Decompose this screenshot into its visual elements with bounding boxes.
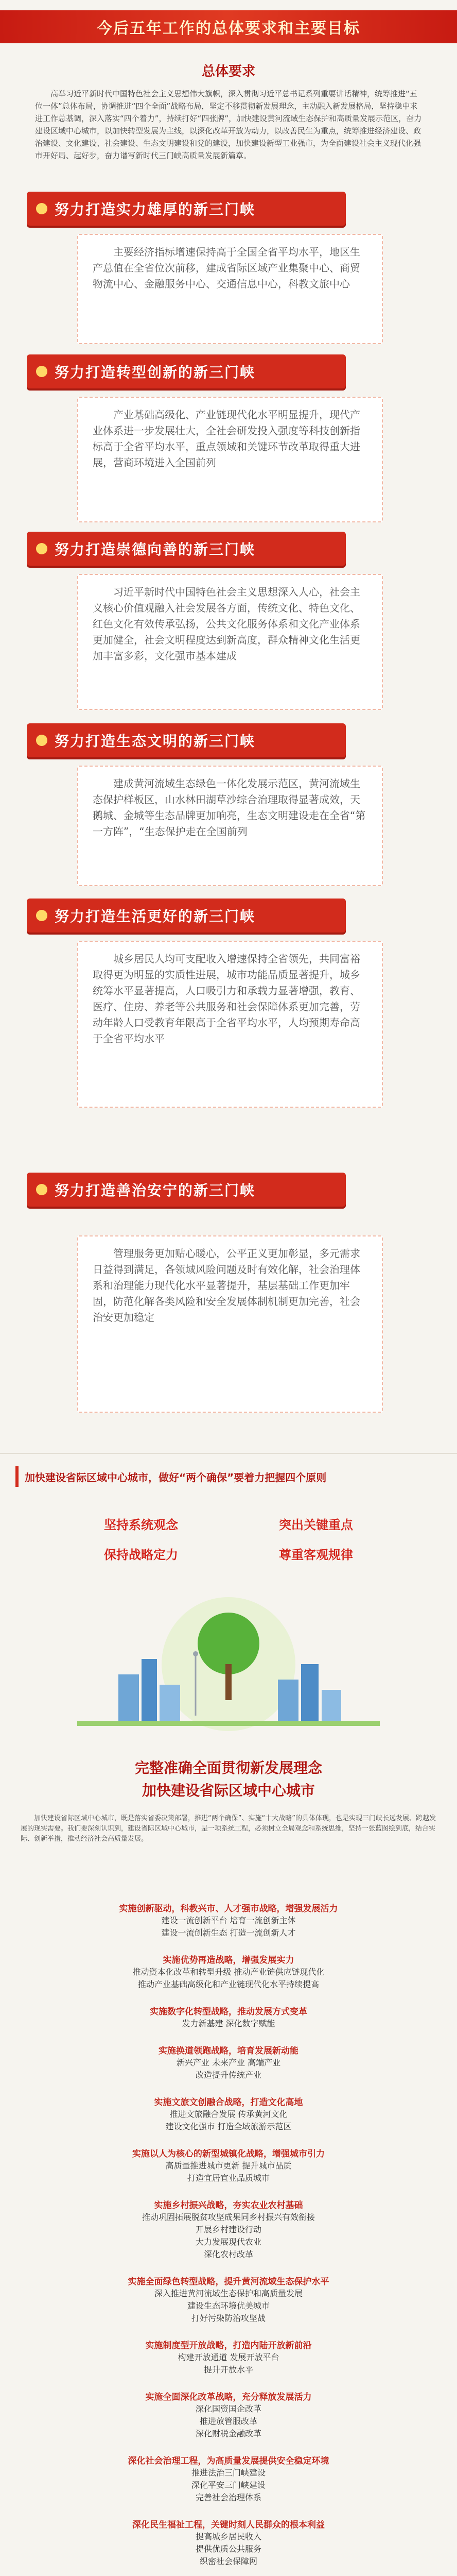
measure-line: 大力发展现代农业 [195,2237,261,2247]
measure-title: 深化民生福祉工程，关键时刻人民群众的根本利益 [132,2520,325,2530]
measure-line: 打造宜居宜业品质城市 [187,2173,270,2183]
measure-line: 打好污染防治攻坚战 [191,2313,266,2323]
goal-card-3 [77,574,383,710]
goal-card-4 [77,766,383,886]
principle-4: 尊重客观规律 [279,1548,353,1562]
goal-ribbon-2 [27,354,346,388]
goal-text: 主要经济指标增速保持高于全国全省平均水平，地区生产总值在全省位次前移，建成省际区域产业集聚中心、商贸物流中心、金融服务中心、交通信息中心，科教文旅中心 [93,246,360,290]
measure-title: 实施以人为核心的新型城镇化战略，增强城市引力 [132,2149,325,2159]
measure-title: 实施制度型开放战略，打造内陆开放新前沿 [145,2341,312,2351]
measure-line: 建设一流创新生态 打造一流创新人才 [161,1928,296,1938]
goal-ribbon-6 [27,1173,346,1207]
goal-text: 产业基础高级化、产业链现代化水平明显提升，现代产业体系进一步发展壮大，全社会研发投入强度等科技创新指标高于全省平均水平，重点领域和关键环节改革取得重大进展，营商环境进入全国前列 [93,409,360,469]
overview-heading: 总体要求 [201,64,255,79]
measure-line: 推动产业基础高级化和产业链现代化水平持续提高 [137,1979,319,1989]
city-illustration [0,1587,457,1741]
star-icon [36,203,47,214]
star-icon [36,543,47,554]
star-icon [36,1184,47,1195]
measure-line: 完善社会治理体系 [195,2493,261,2502]
measure-line: 推进法治三门峡建设 [191,2468,266,2478]
goal-title: 努力打造崇德向善的新三门峡 [55,541,256,558]
measure-line: 建设文化强市 打造全域旅游示范区 [165,2122,292,2131]
star-icon [36,366,47,377]
measure-line: 构建开放通道 发展开放平台 [178,2352,279,2362]
star-icon [36,910,47,921]
intro-paragraph: 加快建设省际区域中心城市，既是落实省委决策部署，推进“两个确保”、实施“十大战略”的具体体现，也是实现三门峡长远发展、跨越发展的现实需要。我们要深刻认识到，建设省际区域中心城市，是一项系统工程，必须树立全局观念和系统思维，坚持一张蓝图绘到底，结合实际、创新举措，推动经济社会高质量发展。 [21,1815,436,1843]
goal-card-2 [77,397,383,522]
measure-title: 实施全面深化改革战略，充分释放发展活力 [145,2392,312,2402]
banner-title: 今后五年工作的总体要求和主要目标 [97,20,360,38]
goal-title: 努力打造善治安宁的新三门峡 [55,1182,256,1199]
measure-title: 实施数字化转型战略，推动发展方式变革 [150,2007,307,2017]
measure-line: 新兴产业 未来产业 高端产业 [176,2058,281,2067]
measure-line: 提升开放水平 [203,2365,253,2375]
strip-title: 加快建设省际区域中心城市，做好“两个确保”要着力把握四个原则 [25,1471,327,1484]
grass-ground [77,1721,380,1726]
measure-line: 推进放管服改革 [199,2416,257,2426]
goal-text: 习近平新时代中国特色社会主义思想深入人心，社会主义核心价值观融入社会发展各方面，传统文化、特色文化、红色文化有效传承弘扬，公共文化服务体系和文化产业体系更加健全，社会文明程度达到新高度，群众精神文化生活更加丰富多彩，文化强市基本建成 [93,586,360,662]
measure-line: 提高城乡居民收入 [195,2532,261,2541]
goal-ribbon-1 [27,192,346,226]
measure-line: 发力新基建 深化数字赋能 [182,2019,275,2028]
goal-title: 努力打造生活更好的新三门峡 [55,908,256,925]
measure-title: 实施换道领跑战略，培育发展新动能 [159,2046,298,2056]
divider [0,1453,457,1454]
goal-title: 努力打造转型创新的新三门峡 [55,364,256,381]
goal-ribbon-5 [27,899,346,933]
goal-card-6 [77,1235,383,1413]
goal-text: 城乡居民人均可支配收入增速保持全省领先，共同富裕取得更为明显的实质性进展，城市功能品质显著提升，城乡统筹水平显著提高，人口吸引力和承载力显著增强，教育、医疗、住房、养老等公共服务和社会保障体系更加完善，劳动年龄人口受教育年限高于全省平均水平，人均预期寿命高于全省平均水平 [93,953,360,1045]
measure-line: 建设生态环境优美城市 [187,2301,270,2311]
measure-line: 改造提升传统产业 [195,2070,261,2080]
goal-ribbon-3 [27,532,346,566]
goal-card-5 [77,941,383,1108]
measure-title: 实施创新驱动，科教兴市、人才强市战略，增强发展活力 [119,1904,338,1914]
measure-line: 深化农村改革 [203,2249,253,2259]
principles-strip [15,1466,437,1487]
measure-title: 实施文旅文创融合战略，打造文化高地 [154,2097,303,2108]
measure-title: 实施全面绿色转型战略，提升黄河流域生态保护水平 [128,2277,329,2287]
measure-line: 开展乡村建设行动 [195,2225,261,2234]
star-icon [36,735,47,746]
measure-title: 实施乡村振兴战略，夯实农业农村基础 [154,2200,303,2211]
goal-card-1 [77,234,383,344]
principle-2: 突出关键重点 [279,1518,353,1532]
goal-title: 努力打造实力雄厚的新三门峡 [55,201,256,218]
goal-text: 管理服务更加贴心暖心，公平正义更加彰显，多元需求日益得到满足，各领域风险问题及时有效化解，社会治理体系和治理能力现代化水平显著提升，基层基础工作更加牢固，防范化解各类风险和安全发展体制机制更加完善，社会治安更加稳定 [93,1247,360,1324]
goal-text: 建成黄河流域生态绿色一体化发展示范区，黄河流域生态保护样板区，山水林田湖草沙综合治理取得显著成效，天鹅城、金城等生态品牌更加响亮，生态文明建设走在全省“第一方阵”，“生态保护走在全国前列 [93,777,366,838]
measure-line: 推进文旅融合发展 传承黄河文化 [169,2109,288,2119]
big-title-1: 完整准确全面贯彻新发展理念 [134,1759,322,1776]
measure-line: 高质量推进城市更新 提升城市品质 [165,2161,292,2171]
measure-line: 建设一流创新平台 培育一流创新主体 [161,1916,296,1925]
measure-line: 深化财税金融改革 [195,2429,261,2438]
measure-line: 深化国资国企改革 [195,2404,261,2414]
overview-text: 高举习近平新时代中国特色社会主义思想伟大旗帜，深入贯彻习近平总书记系列重要讲话精神，统筹推进“五位一体”总体布局，协调推进“四个全面”战略布局，坚定不移贯彻新发展理念，主动融入新发展格局，坚持稳中求进工作总基调，深入落实“四个着力”，持续打好“四张牌”，加快建设黄河流域生态保护和高质量发展示范区，奋力建设区域中心城市，以加快转型发展为主线，以深化改革开放为动力，以改善民生为重点，统筹推进经济建设、政治建设、文化建设、社会建设、生态文明建设和党的建设，加快建设新型工业强市，为全面建设社会主义现代化强市开好局、起好步，奋力谱写新时代三门峡高质量发展新篇章。 [35,89,422,160]
measure-line: 织密社会保障网 [199,2556,257,2566]
measure-line: 推动巩固拓展脱贫攻坚成果同乡村振兴有效衔接 [142,2212,315,2222]
measure-line: 推动资本化改革和转型升级 推动产业链供应链现代化 [132,1967,325,1977]
measure-line: 深入推进黄河流域生态保护和高质量发展 [154,2289,303,2298]
big-title-2: 加快建设省际区域中心城市 [142,1782,315,1799]
goal-title: 努力打造生态文明的新三门峡 [55,733,256,750]
measure-title: 深化社会治理工程，为高质量发展提供安全稳定环境 [128,2456,329,2466]
measure-line: 深化平安三门峡建设 [191,2480,266,2490]
measure-title: 实施优势再造战略，增强发展实力 [163,1955,294,1965]
measure-line: 提供优质公共服务 [195,2544,261,2554]
top-banner [0,10,457,43]
goal-ribbon-4 [27,723,346,757]
principle-3: 保持战略定力 [104,1548,178,1562]
principle-1: 坚持系统观念 [104,1518,178,1532]
